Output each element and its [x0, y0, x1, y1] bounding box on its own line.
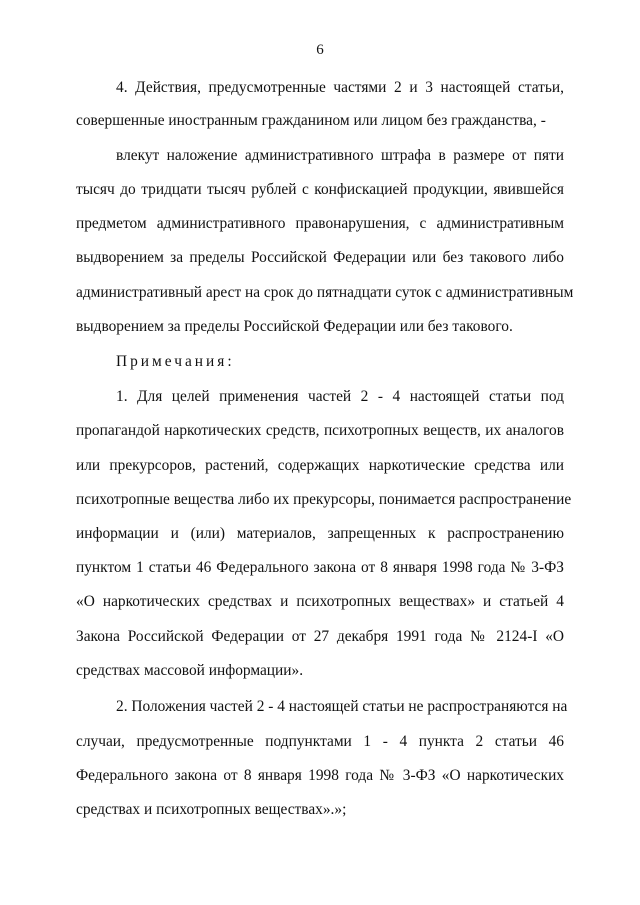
note-1-line: Закона Российской Федерации от 27 декабря 1991 года № 2124-I «О — [76, 628, 564, 645]
note-1-line: пунктом 1 статьи 46 Федерального закона от 8 января 1998 года № 3-ФЗ — [76, 559, 564, 576]
note-2-line: случаи, предусмотренные подпунктами 1 - 4 пункта 2 статьи 46 — [76, 733, 564, 750]
sanction-line: тысяч до тридцати тысяч рублей с конфискацией продукции, явившейся — [76, 181, 564, 198]
note-2-line: Федерального закона от 8 января 1998 года № 3-ФЗ «О наркотических — [76, 767, 564, 784]
sanction-line: предметом административного правонарушения, с административным — [76, 215, 564, 232]
paragraph-4-line: совершенные иностранным гражданином или лицом без гражданства, - — [76, 112, 546, 129]
note-1-line: «О наркотических средствах и психотропных веществах» и статьей 4 — [76, 593, 564, 610]
note-1-line: психотропные вещества либо их прекурсоры, понимается распространение — [76, 491, 572, 508]
note-2-line: 2. Положения частей 2 - 4 настоящей статьи не распространяются на — [116, 698, 568, 715]
sanction-line: влекут наложение административного штрафа в размере от пяти — [116, 147, 564, 164]
note-1-line: пропагандой наркотических средств, психотропных веществ, их аналогов — [76, 422, 564, 439]
note-1-line: информации и (или) материалов, запрещенных к распространению — [76, 525, 564, 542]
note-2-line: средствах и психотропных веществах».»; — [76, 801, 347, 818]
note-1-line: средствах массовой информации». — [76, 662, 304, 679]
sanction-line: выдворением за пределы Российской Федерации или без такового. — [76, 318, 513, 335]
sanction-line: выдворением за пределы Российской Федерации или без такового либо — [76, 249, 564, 266]
note-1-line: или прекурсоров, растений, содержащих наркотические средства или — [76, 457, 564, 474]
page-number: 6 — [316, 42, 324, 58]
sanction-line: административный арест на срок до пятнадцати суток с административным — [76, 284, 574, 301]
notes-heading: Примечания: — [116, 353, 235, 370]
paragraph-4-line: 4. Действия, предусмотренные частями 2 и 3 настоящей статьи, — [116, 79, 564, 96]
note-1-line: 1. Для целей применения частей 2 - 4 настоящей статьи под — [116, 388, 564, 405]
